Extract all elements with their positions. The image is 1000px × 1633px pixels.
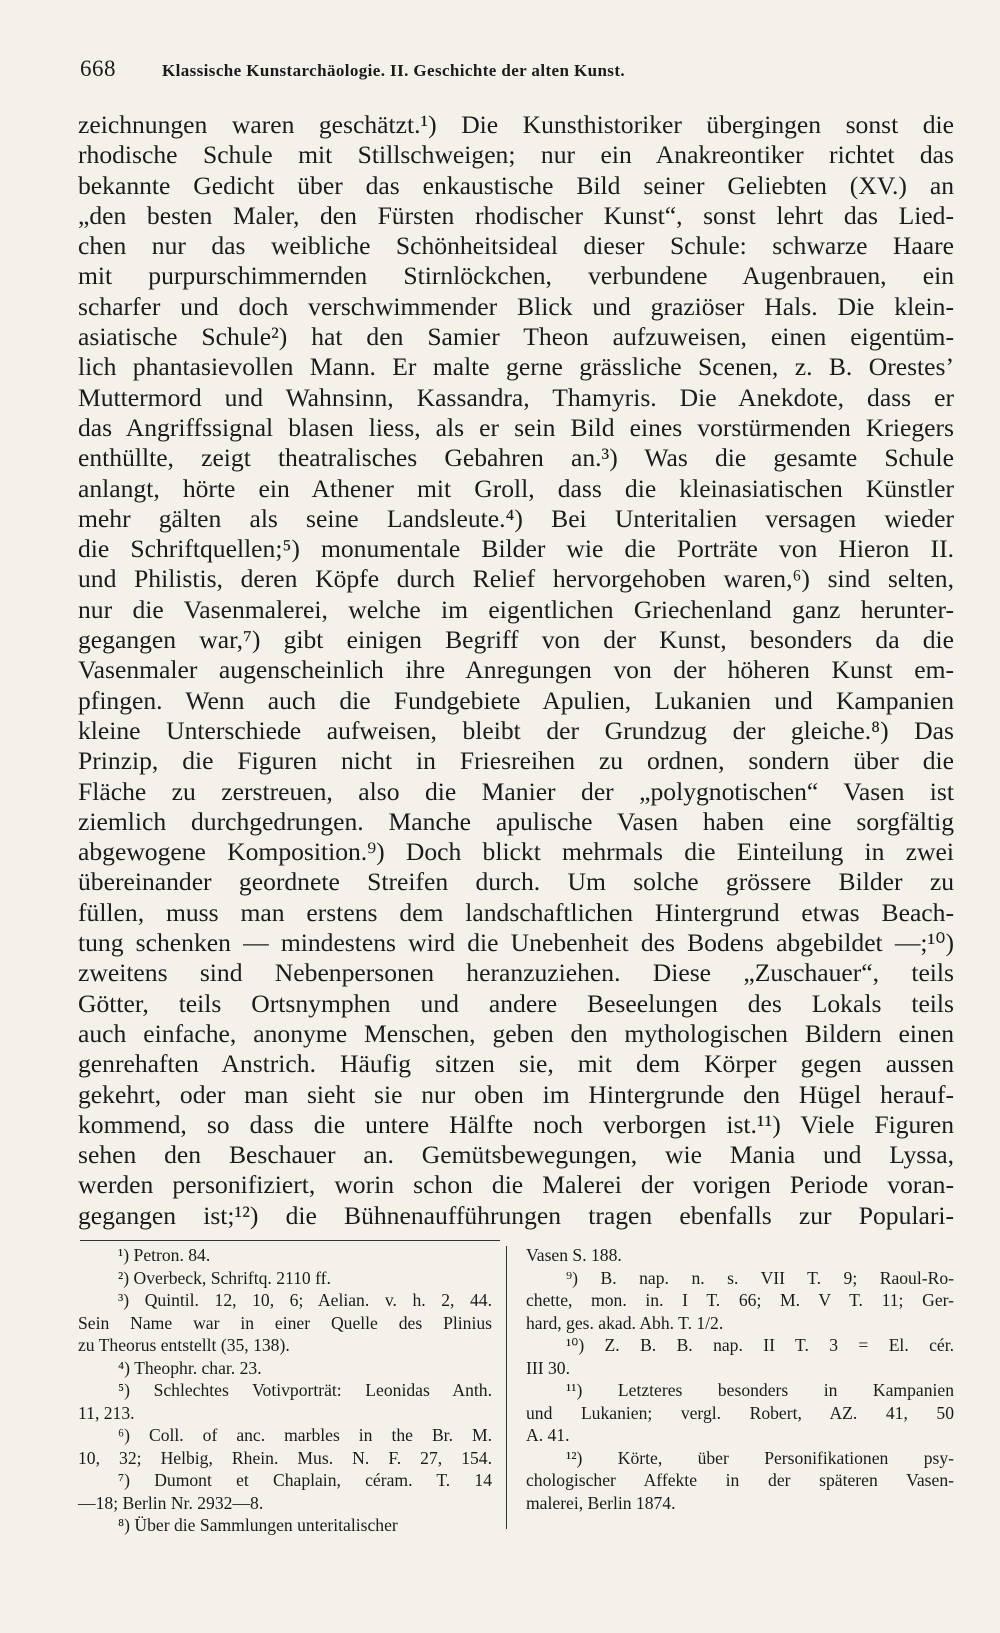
page-number: 668 — [80, 56, 116, 81]
text-line: kleine Unterschiede aufweisen, bleibt der Grundzug der gleiche.⁸) Das — [78, 715, 954, 745]
text-line: die Schriftquellen;⁵) monumentale Bilder wie die Porträte von Hieron II. — [78, 534, 954, 564]
text-line: „den besten Maler, den Fürsten rhodischer Kunst“, sonst lehrt das Lied- — [78, 200, 954, 230]
footnote-line: Sein Name war in einer Quelle des Plinius — [78, 1312, 492, 1333]
page-header — [80, 56, 930, 82]
text-line: zweitens sind Nebenpersonen heranzuziehen. Diese „Zuschauer“, teils — [78, 958, 954, 988]
text-line: das Angriffssignal blasen liess, als er sein Bild eines vorstürmenden Kriegers — [78, 412, 954, 442]
text-line: Muttermord und Wahnsinn, Kassandra, Thamyris. Die Anekdote, dass er — [78, 382, 954, 412]
footnote-line: ³) Quintil. 12, 10, 6; Aelian. v. h. 2, 44. — [118, 1290, 492, 1310]
text-line: nur die Vasenmalerei, welche im eigentlichen Griechenland ganz herunter- — [78, 594, 954, 624]
footnote-line: A. 41. — [526, 1425, 570, 1445]
text-line: bekannte Gedicht über das enkaustische Bild seiner Geliebten (XV.) an — [78, 170, 954, 200]
text-line: Götter, teils Ortsnymphen und andere Beseelungen des Lokals teils — [78, 988, 954, 1018]
text-line: genrehaften Anstrich. Häufig sitzen sie, mit dem Körper gegen aussen — [78, 1049, 954, 1079]
footnote-line: chologischer Affekte in der späteren Vasen- — [526, 1470, 954, 1490]
footnote-line: und Lukanien; vergl. Robert, AZ. 41, 50 — [526, 1402, 954, 1423]
text-line: tung schenken — mindestens wird die Unebenheit des Bodens abgebildet —;¹⁰) — [78, 928, 954, 958]
text-line: gegangen ist;¹²) die Bühnenaufführungen tragen ebenfalls zur Populari- — [78, 1200, 954, 1230]
footnote-line: hard, ges. akad. Abh. T. 1/2. — [526, 1312, 724, 1333]
text-line: kommend, so dass die untere Hälfte noch verborgen ist.¹¹) Viele Figuren — [78, 1109, 954, 1139]
footnote-line: 11, 213. — [78, 1402, 135, 1423]
footnotes-right-column — [526, 1244, 954, 1514]
text-line: werden personifiziert, worin schon die Malerei der vorigen Periode voran- — [78, 1170, 954, 1200]
footnote-line: ⁶) Coll. of anc. marbles in the Br. M. — [118, 1425, 492, 1445]
footnote-line: ⁹) B. nap. n. s. VII T. 9; Raoul-Ro- — [566, 1267, 954, 1288]
text-line: abgewogene Komposition.⁹) Doch blickt mehrmals die Einteilung in zwei — [78, 837, 954, 867]
footnote-divider — [80, 1240, 500, 1241]
footnote-line: chette, mon. in. I T. 66; M. V T. 11; Ger- — [526, 1290, 954, 1310]
text-line: zeichnungen waren geschätzt.¹) Die Kunsthistoriker übergingen sonst die — [78, 110, 954, 139]
text-line: Vasenmaler augenscheinlich ihre Anregungen von der höheren Kunst em- — [78, 655, 954, 685]
text-line: anlangt, hörte ein Athener mit Groll, dass die kleinasiatischen Künstler — [78, 473, 954, 503]
text-line: Prinzip, die Figuren nicht in Friesreihen zu ordnen, sondern über die — [78, 746, 954, 776]
text-line: rhodische Schule mit Stillschweigen; nur ein Anakreontiker richtet das — [78, 140, 954, 170]
footnote-line: 10, 32; Helbig, Rhein. Mus. N. F. 27, 154. — [78, 1447, 492, 1468]
footnote-line: ⁷) Dumont et Chaplain, céram. T. 14 — [118, 1470, 492, 1490]
footnote-line: ⁸) Über die Sammlungen unteritalischer — [118, 1515, 398, 1535]
footnote-column-rule — [506, 1246, 507, 1529]
text-line: mit purpurschimmernden Stirnlöckchen, verbundene Augenbrauen, ein — [78, 261, 954, 291]
text-line: ziemlich durchgedrungen. Manche apulische Vasen haben eine sorgfältig — [78, 806, 954, 836]
text-line: gegangen war,⁷) gibt einigen Begriff von der Kunst, besonders da die — [78, 625, 954, 655]
text-line: auch einfache, anonyme Menschen, geben den mythologischen Bildern einen — [78, 1018, 954, 1048]
footnote-line: ¹) Petron. 84. — [118, 1245, 211, 1265]
footnote-line: Vasen S. 188. — [526, 1245, 622, 1265]
text-line: füllen, muss man erstens dem landschaftlichen Hintergrund etwas Beach- — [78, 897, 954, 927]
text-line: mehr gälten als seine Landsleute.⁴) Bei Unteritalien versagen wieder — [78, 503, 954, 533]
text-line: chen nur das weibliche Schönheitsideal dieser Schule: schwarze Haare — [78, 231, 954, 261]
running-head: Klassische Kunstarchäologie. II. Geschichte der alten Kunst. — [162, 61, 626, 80]
footnote-line: —18; Berlin Nr. 2932—8. — [78, 1492, 264, 1513]
footnote-line: III 30. — [526, 1357, 570, 1378]
text-line: lich phantasievollen Mann. Er malte gerne grässliche Scenen, z. B. Orestes’ — [78, 352, 954, 382]
text-line: übereinander geordnete Streifen durch. Um solche grössere Bilder zu — [78, 867, 954, 897]
text-line: Fläche zu zerstreuen, also die Manier der „polygnotischen“ Vasen ist — [78, 776, 954, 806]
text-line: scharfer und doch verschwimmender Blick und graziöser Hals. Die klein- — [78, 291, 954, 321]
footnote-line: ¹¹) Letzteres besonders in Kampanien — [566, 1380, 954, 1400]
text-line: pfingen. Wenn auch die Fundgebiete Apulien, Lukanien und Kampanien — [78, 685, 954, 715]
text-line: enthüllte, zeigt theatralisches Gebahren an.³) Was die gesamte Schule — [78, 443, 954, 473]
text-line: sehen den Beschauer an. Gemütsbewegungen, wie Mania und Lyssa, — [78, 1140, 954, 1170]
footnote-line: ⁴) Theophr. char. 23. — [118, 1357, 262, 1378]
footnote-line: malerei, Berlin 1874. — [526, 1492, 676, 1513]
text-line: gekehrt, oder man sieht sie nur oben im Hintergrunde den Hügel herauf- — [78, 1079, 954, 1109]
text-line: asiatische Schule²) hat den Samier Theon aufzuweisen, einen eigentüm- — [78, 322, 954, 352]
text-line: und Philistis, deren Köpfe durch Relief hervorgehoben waren,⁶) sind selten, — [78, 564, 954, 594]
body-text — [78, 110, 954, 1231]
footnote-line: ²) Overbeck, Schriftq. 2110 ff. — [118, 1267, 331, 1288]
footnote-line: ⁵) Schlechtes Votivporträt: Leonidas Anth. — [118, 1380, 492, 1400]
footnote-line: ¹⁰) Z. B. B. nap. II T. 3 = El. cér. — [566, 1335, 954, 1355]
footnote-line: zu Theorus entstellt (35, 138). — [78, 1335, 290, 1355]
footnotes-left-column — [78, 1244, 492, 1537]
footnote-line: ¹²) Körte, über Personifikationen psy- — [566, 1447, 954, 1468]
